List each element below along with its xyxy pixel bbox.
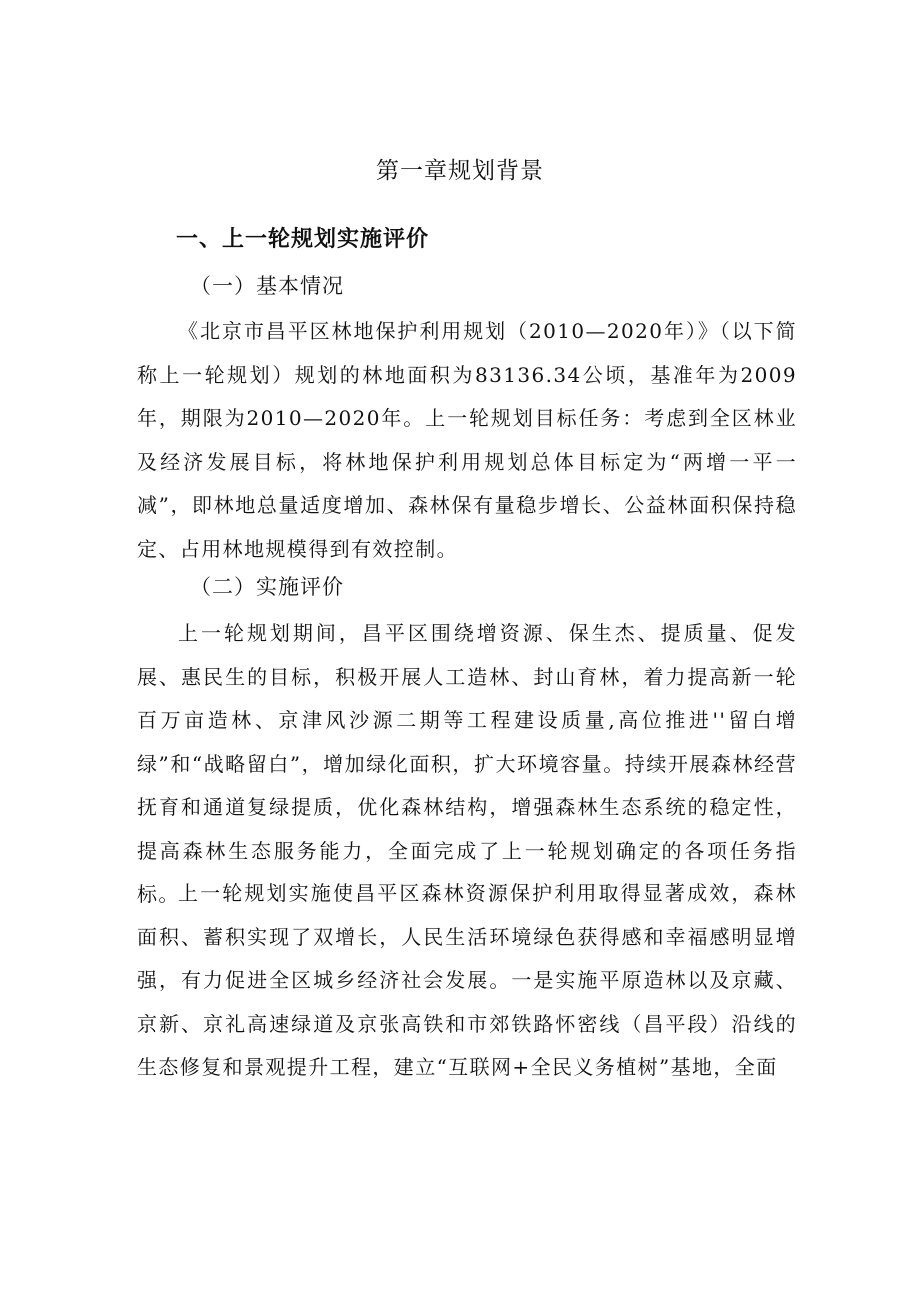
subsection-heading-basic-situation: （一）基本情况 — [190, 274, 344, 298]
paragraph-basic-situation: 《北京市昌平区林地保护利用规划（2010—2020年）》（以下简称上一轮规划）规划的林地面积为83136.34公顷，基准年为2009年，期限为2010—2020年。上一轮规划目标任务：考虑到全区林业及经济发展目标，将林地保护利用规划总体目标定为“两增一平一减”，即林地总量适度增加、森林保有量稳步增长、公益林面积保持稳定、占用林地规模得到有效控制。 — [137, 319, 797, 561]
subsection-heading-implementation-evaluation: （二）实施评价 — [190, 575, 344, 599]
chapter-title: 第一章规划背景 — [376, 158, 544, 184]
paragraph-implementation-2: 上一轮规划实施使昌平区森林资源保护利用取得显著成效，森林面积、蓄积实现了双增长，人民生活环境绿色获得感和幸福感明显增强，有力促进全区城乡经济社会发展。一是实施平原造林以及京藏、京新、京礼高速绿道及京张高铁和市郊铁路怀密线（昌平段）沿线的生态修复和景观提升工程，建立“互联网+全民义务植树”基地，全面 — [137, 881, 797, 1079]
paragraph-implementation-1: 上一轮规划期间，昌平区围绕增资源、保生杰、提质量、促发展、惠民生的目标，积极开展人工造林、封山育林，着力提高新一轮百万亩造林、京津风沙源二期等工程建设质量,高位推进''留白增绿”和“战略留白”，增加绿化面积，扩大环境容量。持续开展森林经营抚育和通道复绿提质，优化森林结构，增强森林生态系统的稳定性，提高森林生态服务能力，全面完成了上一轮规划确定的各项任务指标。 — [137, 621, 797, 906]
section-heading: 一、上一轮规划实施评价 — [176, 227, 430, 252]
